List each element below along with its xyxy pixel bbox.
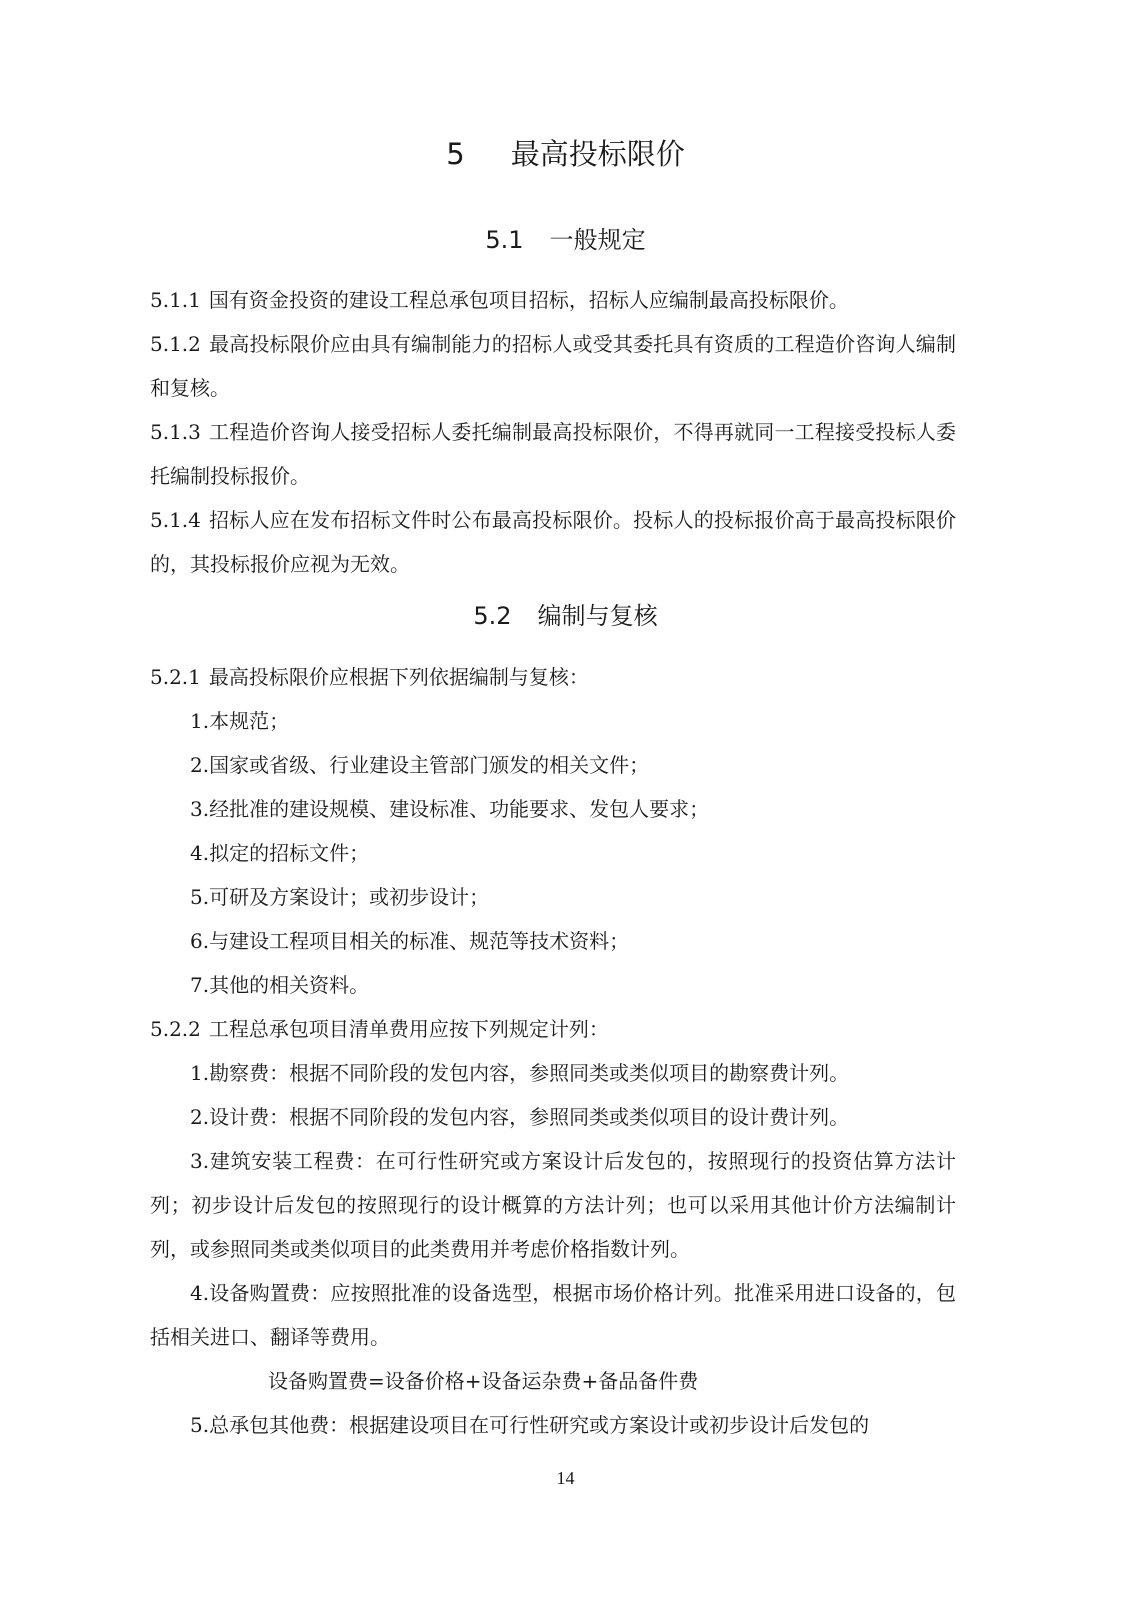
list-item: 6.与建设工程项目相关的标准、规范等技术资料； <box>190 929 630 953</box>
formula: 设备购置费=设备价格+设备运杂费+备品备件费 <box>268 1369 699 1393</box>
clause-text: 最高投标限价应由具有编制能力的招标人或受其委托具有资质的工程造价咨询人编制和复核。 <box>150 332 956 400</box>
clause-number: 5.1.4 <box>150 508 201 532</box>
clause-text: 招标人应在发布招标文件时公布最高投标限价。投标人的投标报价高于最高投标限价的，其投标报价应视为无效。 <box>150 508 956 576</box>
list-item: 2.设计费：根据不同阶段的发包内容，参照同类或类似项目的设计费计列。 <box>190 1105 850 1129</box>
clause-5-2-1 <box>150 655 956 699</box>
list-item: 2.国家或省级、行业建设主管部门颁发的相关文件； <box>190 753 650 777</box>
section-number: 5.2 <box>473 602 512 630</box>
list-item: 5.可研及方案设计；或初步设计； <box>190 885 490 909</box>
list-item: 5.总承包其他费：根据建设项目在可行性研究或方案设计或初步设计后发包的 <box>190 1413 870 1437</box>
section-title-text: 编制与复核 <box>537 602 658 630</box>
section-title-text: 一般规定 <box>549 226 646 254</box>
chapter-title-text: 最高投标限价 <box>510 137 685 171</box>
list-item: 1.勘察费：根据不同阶段的发包内容，参照同类或类似项目的勘察费计列。 <box>190 1061 850 1085</box>
clause-text: 国有资金投资的建设工程总承包项目招标，招标人应编制最高投标限价。 <box>208 288 849 312</box>
clause-text: 最高投标限价应根据下列依据编制与复核： <box>208 665 589 689</box>
clause-text: 工程总承包项目清单费用应按下列规定计列： <box>208 1017 609 1041</box>
list-item: 3.经批准的建设规模、建设标准、功能要求、发包人要求； <box>190 797 710 821</box>
clause-5-1-1 <box>150 278 956 322</box>
clause-text: 工程造价咨询人接受招标人委托编制最高投标限价，不得再就同一工程接受投标人委托编制投标报价。 <box>150 420 956 488</box>
page-number: 14 <box>556 1468 575 1488</box>
section-title-5-1 <box>0 222 1131 258</box>
section-number: 5.1 <box>485 226 524 254</box>
list-item: 3.建筑安装工程费：在可行性研究或方案设计后发包的，按照现行的投资估算方法计列；初步设计后发包的按照现行的设计概算的方法计列；也可以采用其他计价方法编制计列，或参照同类或类似项目的此类费用并考虑价格指数计列。 <box>150 1149 956 1261</box>
chapter-number: 5 <box>446 137 465 171</box>
clause-5-1-2 <box>150 322 956 410</box>
list-item: 7.其他的相关资料。 <box>190 973 370 997</box>
section-5-1-content <box>150 278 956 586</box>
clause-number: 5.1.2 <box>150 332 201 356</box>
clause-number: 5.2.1 <box>150 665 201 689</box>
clause-5-1-3 <box>150 410 956 498</box>
list-item: 4.设备购置费：应按照批准的设备选型，根据市场价格计列。批准采用进口设备的，包括相关进口、翻译等费用。 <box>150 1281 956 1349</box>
clause-5-1-4 <box>150 498 956 586</box>
list-item: 4.拟定的招标文件； <box>190 841 370 865</box>
section-title-5-2 <box>0 598 1131 634</box>
clause-number: 5.1.1 <box>150 288 201 312</box>
clause-number: 5.2.2 <box>150 1017 201 1041</box>
clause-number: 5.1.3 <box>150 420 201 444</box>
list-item: 1.本规范； <box>190 709 290 733</box>
clause-5-2-2 <box>150 1007 956 1051</box>
section-5-2-content <box>150 655 956 1447</box>
chapter-title <box>0 132 1131 176</box>
